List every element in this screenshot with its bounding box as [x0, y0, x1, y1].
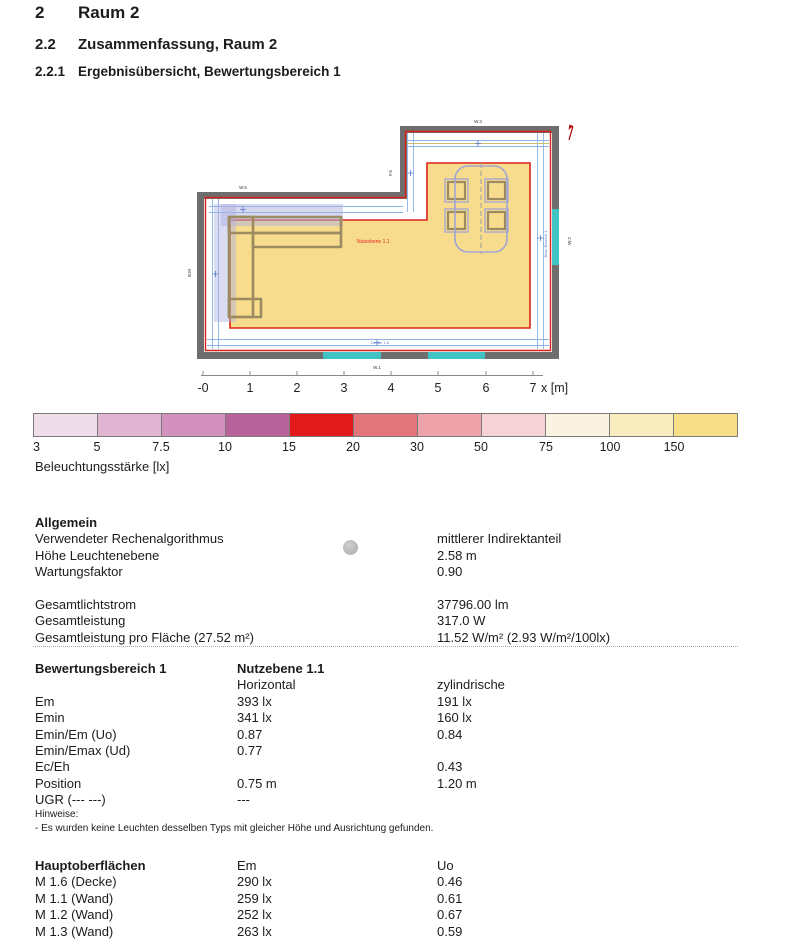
axis-tick: 5	[434, 381, 442, 395]
row-h: 341 lx	[237, 710, 272, 726]
row-h: 0.75 m	[237, 775, 277, 791]
axis-tick: 4	[387, 381, 395, 395]
row-value: 317.0 W	[437, 613, 486, 629]
algorithm-indicator-dot	[343, 540, 358, 555]
row-label: M 1.1 (Wand)	[35, 890, 114, 906]
assessment-title: Bewertungsbereich 1	[35, 661, 167, 676]
row-label: Gesamtleistung pro Fläche (27.52 m²)	[35, 629, 254, 645]
surface-row	[35, 891, 765, 907]
subsection-number: 2.2.1	[35, 64, 66, 79]
row-label: Wartungsfaktor	[35, 564, 123, 580]
row-z: 0.84	[437, 726, 463, 742]
row-label: M 1.2 (Wand)	[35, 907, 114, 923]
row-em: 263 lx	[237, 923, 272, 939]
scale-tick: 75	[539, 440, 553, 454]
scale-tick: 10	[218, 440, 232, 454]
scale-tick: 3	[33, 440, 40, 454]
surface-row	[35, 874, 765, 890]
assessment-row	[35, 727, 765, 743]
row-label: Gesamtlichtstrom	[35, 596, 137, 612]
scale-cell	[417, 413, 482, 437]
general-section	[35, 515, 765, 646]
general-title: Allgemein	[35, 515, 98, 530]
general-row	[35, 548, 765, 564]
north-arrow-icon	[569, 125, 574, 141]
assessment-row	[35, 743, 765, 759]
floor-plan	[185, 113, 595, 400]
scale-tick: 50	[474, 440, 488, 454]
dim-label-w5: W.5	[239, 185, 247, 190]
main-surfaces-section	[35, 858, 765, 940]
row-h: 0.77	[237, 742, 263, 758]
subsection-title	[35, 64, 341, 79]
col-uo: Uo	[437, 858, 454, 873]
row-uo: 0.61	[437, 890, 463, 906]
row-uo: 0.46	[437, 874, 463, 890]
axis-tick: 7	[529, 381, 537, 395]
general-row	[35, 597, 765, 613]
assessment-row	[35, 694, 765, 710]
row-em: 290 lx	[237, 874, 272, 890]
row-h: ---	[237, 792, 250, 808]
row-z: 191 lx	[437, 693, 472, 709]
row-h: 393 lx	[237, 693, 272, 709]
row-z: 160 lx	[437, 710, 472, 726]
assessment-row	[35, 710, 765, 726]
scale-cell	[609, 413, 674, 437]
illuminance-scale-bar	[33, 413, 738, 437]
section-divider	[33, 646, 738, 647]
scale-cell	[545, 413, 610, 437]
row-value: 0.90	[437, 564, 463, 580]
row-label: Emin/Em (Uo)	[35, 726, 117, 742]
row-uo: 0.59	[437, 923, 463, 939]
assessment-row	[35, 792, 765, 808]
scale-tick: 5	[93, 440, 101, 454]
axis-tick: -0	[197, 381, 209, 395]
row-label: Verwendeter Rechenalgorithmus	[35, 531, 224, 547]
assessment-row	[35, 759, 765, 775]
scale-cell	[161, 413, 226, 437]
dim-label-w1: W.1	[373, 365, 381, 370]
row-label: M 1.3 (Wand)	[35, 923, 114, 939]
col-horizontal: Horizontal	[237, 677, 296, 693]
row-value: 11.52 W/m² (2.93 W/m²/100lx)	[437, 629, 611, 645]
axis-unit: x [m]	[541, 381, 569, 395]
row-label: M 1.6 (Decke)	[35, 874, 117, 890]
general-row	[35, 613, 765, 629]
dim-label-w3: W.3	[474, 119, 482, 124]
section-label: Zusammenfassung, Raum 2	[78, 36, 278, 53]
surfaces-header	[35, 858, 765, 874]
section-title	[35, 36, 277, 53]
row-label: Emin	[35, 710, 65, 726]
surfaces-title: Hauptoberflächen	[35, 858, 146, 873]
note-text: - Es wurden keine Leuchten desselben Typs mit gleicher Höhe und Ausrichtung gefunden.	[35, 822, 434, 834]
row-label: UGR (--- ---)	[35, 792, 106, 808]
scale-cell	[225, 413, 290, 437]
bereich-label: Bew.-Bereich 1	[543, 230, 548, 258]
scale-tick: 7.5	[152, 440, 170, 454]
scale-title: Beleuchtungsstärke [lx]	[35, 459, 170, 474]
row-value: 37796.00 lm	[437, 596, 509, 612]
scale-cell	[33, 413, 98, 437]
row-label: Höhe Leuchtenebene	[35, 547, 160, 563]
row-label: Emin/Emax (Ud)	[35, 742, 131, 758]
area-label: Nutzebene 1.1	[357, 239, 390, 245]
scale-cell	[673, 413, 738, 437]
axis-tick: 6	[482, 381, 490, 395]
subsection-label: Ergebnisübersicht, Bewertungsbereich 1	[78, 64, 341, 79]
general-row	[35, 531, 765, 547]
row-em: 259 lx	[237, 890, 272, 906]
row-z: 1.20 m	[437, 775, 477, 791]
dim-label-w2: W.2	[567, 237, 572, 245]
scale-tick: 30	[410, 440, 424, 454]
assessment-row	[35, 776, 765, 792]
dim-label-bm: B.M	[187, 268, 192, 278]
row-em: 252 lx	[237, 907, 272, 923]
section-number: 2.2	[35, 36, 56, 53]
scale-tick: 20	[346, 440, 360, 454]
row-label: Gesamtleistung	[35, 613, 126, 629]
scale-cell	[97, 413, 162, 437]
scale-cell	[353, 413, 418, 437]
row-z: 0.43	[437, 759, 463, 775]
assessment-columns	[35, 677, 765, 693]
general-row	[35, 630, 765, 646]
surface-row	[35, 907, 765, 923]
row-h: 0.87	[237, 726, 263, 742]
chapter-label: Raum 2	[78, 3, 140, 22]
scale-tick: 15	[282, 440, 296, 454]
chapter-number: 2	[35, 3, 45, 22]
scale-cell	[289, 413, 354, 437]
general-row	[35, 564, 765, 580]
chapter-title	[35, 3, 139, 23]
scale-tick: 150	[663, 440, 685, 454]
axis-tick: 1	[246, 381, 254, 395]
row-label: Ec/Eh	[35, 759, 70, 775]
col-cylindrical: zylindrische	[437, 677, 505, 693]
scale-tick: 100	[599, 440, 621, 454]
axis-tick: 3	[340, 381, 348, 395]
col-em: Em	[237, 858, 257, 873]
assessment-header	[35, 661, 765, 677]
row-uo: 0.67	[437, 907, 463, 923]
scale-cell	[481, 413, 546, 437]
surface-name: Nutzebene 1.1	[237, 661, 325, 676]
decke-label: Decke 1.6	[370, 340, 390, 345]
row-label: Em	[35, 693, 55, 709]
notes-title: Hinweise:	[35, 808, 79, 820]
axis-tick: 2	[293, 381, 301, 395]
row-label: Position	[35, 775, 82, 791]
row-value: mittlerer Indirektanteil	[437, 531, 562, 547]
dim-label-f5: F.5	[388, 169, 393, 177]
scale-tick-labels	[33, 440, 753, 456]
x-axis	[197, 371, 568, 395]
surface-row	[35, 924, 765, 940]
row-value: 2.58 m	[437, 547, 477, 563]
assessment-zone-section	[35, 661, 765, 837]
